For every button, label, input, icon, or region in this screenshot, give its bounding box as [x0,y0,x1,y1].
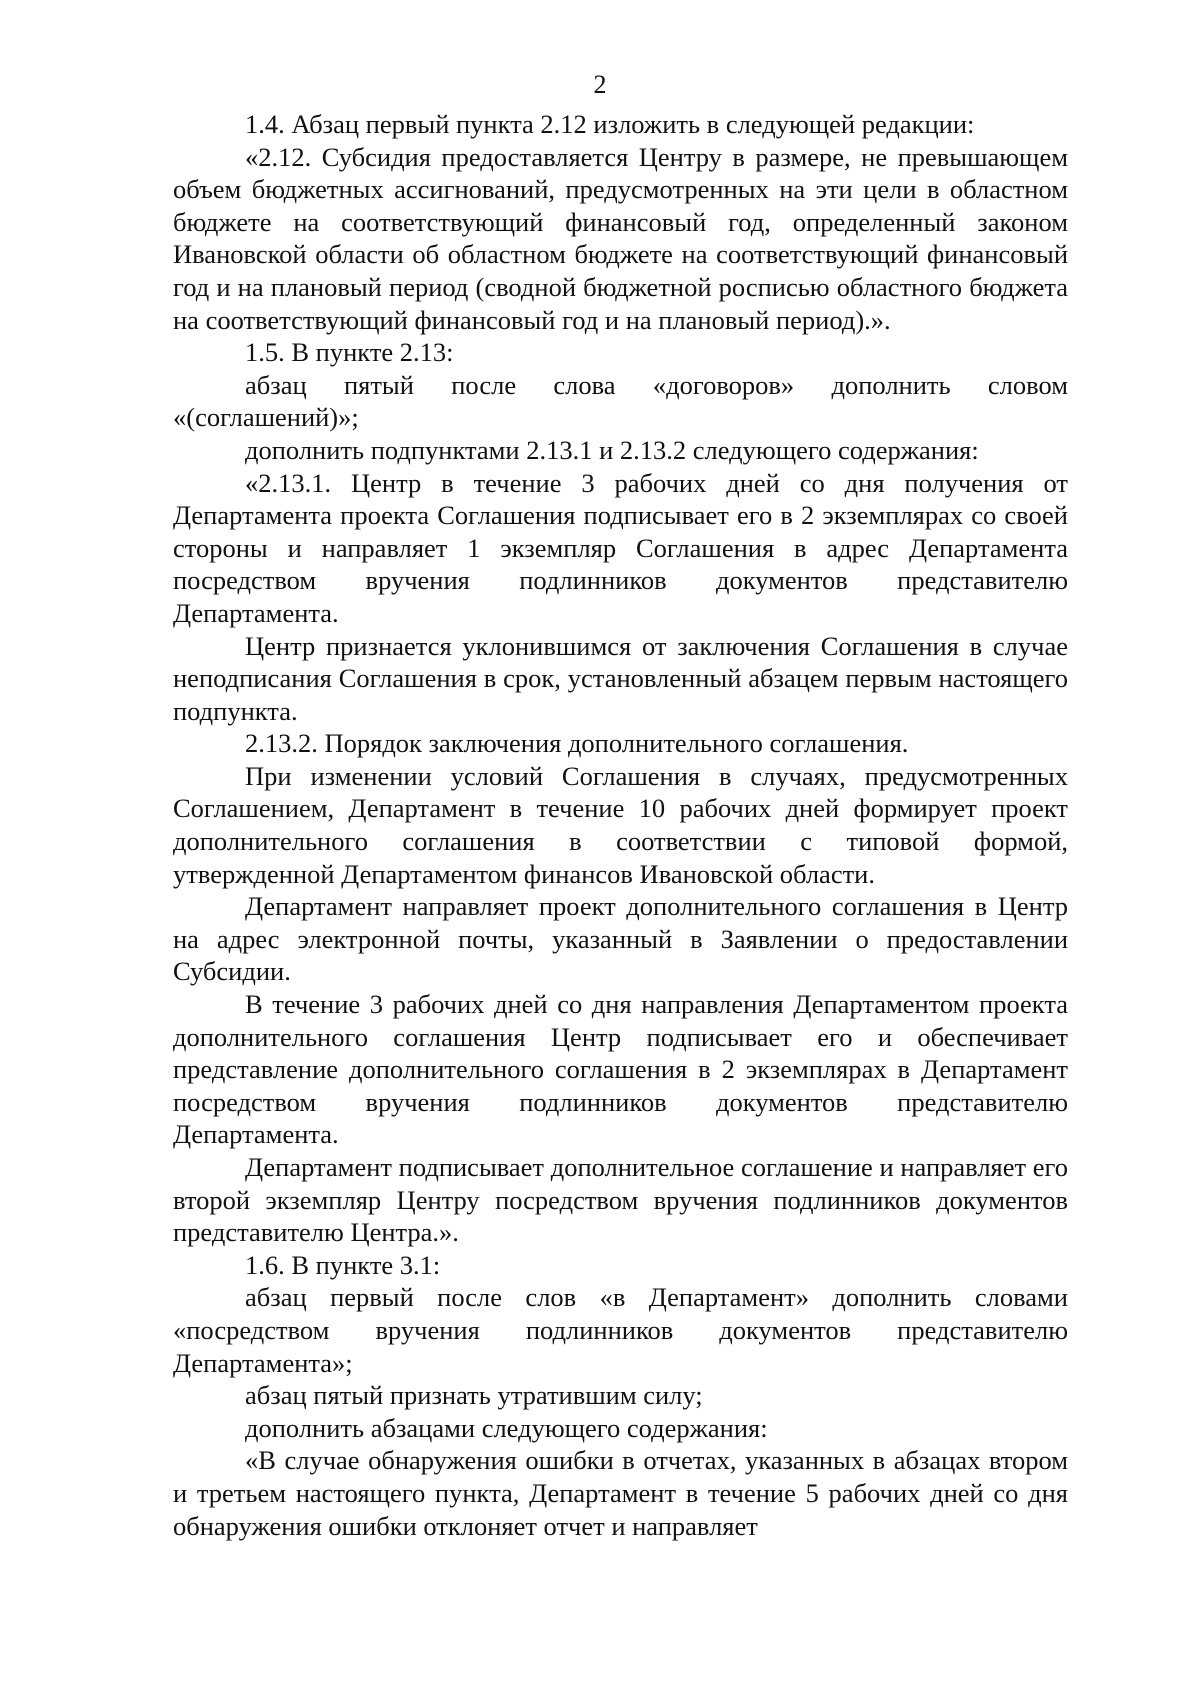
paragraph: Департамент направляет проект дополнительного соглашения в Центр на адрес электронной почты, указанный в Заявлении о предоставлении Субсидии. [173,891,1068,987]
paragraph: Департамент подписывает дополнительное соглашение и направляет его второй экземпляр Центру посредством вручения подлинников документов представителю Центра.». [173,1152,1068,1248]
paragraph: абзац пятый признать утратившим силу; [245,1380,703,1411]
paragraph: При изменении условий Соглашения в случаях, предусмотренных Соглашением, Департамент в течение 10 рабочих дней формирует проект дополнительного соглашения в соответствии с типовой формой, утвержденной Департаментом финансов Ивановской области. [173,760,1068,889]
paragraph: В течение 3 рабочих дней со дня направления Департаментом проекта дополнительного соглашения Центр подписывает его и обеспечивает представление дополнительного соглашения в 2 экземплярах в Департамент посредством вручения подлинников документов представителю Департамента. [173,989,1068,1150]
page-number: 2 [593,70,607,99]
document-body [173,108,1068,1542]
paragraph: «2.13.1. Центр в течение 3 рабочих дней со дня получения от Департамента проекта Соглашения подписывает его в 2 экземплярах со своей стороны и направляет 1 экземпляр Соглашения в адрес Департамента посредством вручения подлинников документов представителю Департамента. [173,467,1068,628]
paragraph: дополнить подпунктами 2.13.1 и 2.13.2 следующего содержания: [245,434,979,465]
paragraph: 1.5. В пункте 2.13: [245,337,454,368]
paragraph: Центр признается уклонившимся от заключения Соглашения в случае неподписания Соглашения в срок, установленный абзацем первым настоящего подпункта. [173,630,1068,726]
paragraph: «В случае обнаружения ошибки в отчетах, указанных в абзацах втором и третьем настоящего пункта, Департамент в течение 5 рабочих дней со дня обнаружения ошибки отклоняет отчет и направляет [173,1445,1068,1541]
paragraph: «2.12. Субсидия предоставляется Центру в размере, не превышающем объем бюджетных ассигнований, предусмотренных на эти цели в областном бюджете на соответствующий финансовый год, определенный законом Ивановской области об областном бюджете на соответствующий финансовый год и на плановый период (сводной бюджетной росписью областного бюджета на соответствующий финансовый год и на плановый период).». [173,141,1068,335]
paragraph: абзац первый после слов «в Департамент» дополнить словами «посредством вручения подлинников документов представителю Департамента»; [173,1282,1068,1378]
paragraph: 2.13.2. Порядок заключения дополнительного соглашения. [245,728,909,759]
paragraph: дополнить абзацами следующего содержания: [245,1412,768,1443]
paragraph: 1.4. Абзац первый пункта 2.12 изложить в следующей редакции: [245,109,975,139]
paragraph: абзац пятый после слова «договоров» дополнить словом «(соглашений)»; [173,369,1068,433]
paragraph: 1.6. В пункте 3.1: [245,1249,441,1280]
